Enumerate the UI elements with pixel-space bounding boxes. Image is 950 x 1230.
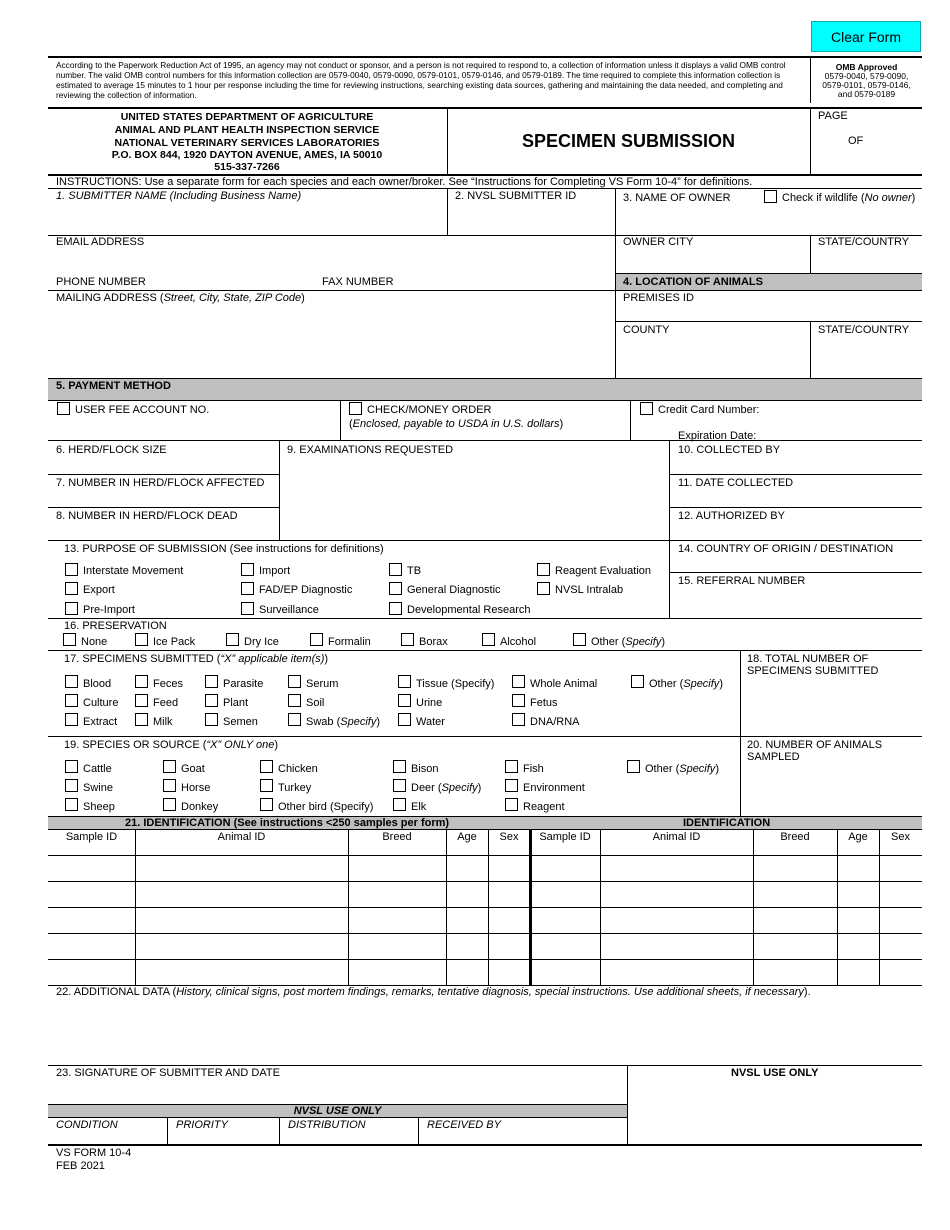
- preservation-option: Ice Pack: [153, 636, 196, 648]
- species-checkbox[interactable]: [65, 779, 78, 792]
- email-label: EMAIL ADDRESS: [56, 236, 145, 248]
- purpose-checkbox[interactable]: [537, 582, 550, 595]
- species-checkbox[interactable]: [163, 798, 176, 811]
- submitter-name-label: 1. SUBMITTER NAME (Including Business Name): [56, 190, 302, 202]
- species-option: Horse: [181, 782, 211, 794]
- column-header: Animal ID: [217, 831, 266, 843]
- authorized-by-label: 12. AUTHORIZED BY: [678, 510, 785, 522]
- specimen-checkbox[interactable]: [135, 675, 148, 688]
- specimen-checkbox[interactable]: [631, 675, 644, 688]
- specimen-checkbox[interactable]: [398, 675, 411, 688]
- specimen-checkbox[interactable]: [398, 713, 411, 726]
- specimen-option: Fetus: [530, 697, 558, 709]
- species-option: Reagent: [523, 801, 565, 813]
- species-option: Cattle: [83, 763, 112, 775]
- clear-form-button[interactable]: Clear Form: [811, 21, 921, 52]
- species-option: Goat: [181, 763, 205, 775]
- specimen-option: Plant: [223, 697, 249, 709]
- expiration-date-label: Expiration Date:: [678, 430, 757, 442]
- purpose-option: Surveillance: [259, 604, 319, 616]
- specimen-checkbox[interactable]: [65, 694, 78, 707]
- preservation-option: Alcohol: [500, 636, 537, 648]
- purpose-option: TB: [407, 565, 422, 577]
- specimen-checkbox[interactable]: [205, 675, 218, 688]
- credit-card-checkbox[interactable]: [640, 402, 653, 415]
- check-money-order-label: CHECK/MONEY ORDER: [367, 404, 492, 416]
- specimen-checkbox[interactable]: [65, 675, 78, 688]
- specimen-option: Parasite: [223, 678, 264, 690]
- purpose-checkbox[interactable]: [241, 563, 254, 576]
- specimen-option: Semen: [223, 716, 258, 728]
- preservation-option: Other (Specify): [591, 636, 665, 648]
- purpose-option: Reagent Evaluation: [555, 565, 652, 577]
- specimen-checkbox[interactable]: [288, 694, 301, 707]
- species-option: Bison: [411, 763, 439, 775]
- paperwork-notice: According to the Paperwork Reduction Act of 1995, an agency may not conduct or sponsor, and a person is not required to respond to, a collection of information unless it displays a valid OMB control number. The valid OMB control numbers for this information collection are 0579-0040, 0579-0090, 0579-0101, 0579-0146, and 0579-0189. The time required to complete this information collection is estimated to average 15 minutes to 1 hour per response including the time for reviewing instructions, searching existing data sources, gathering and maintaining the data needed, and completing and reviewing the collection of information.: [56, 60, 786, 100]
- preservation-checkbox[interactable]: [226, 633, 239, 646]
- identification-label-2: IDENTIFICATION: [683, 817, 771, 829]
- specimen-option: Blood: [83, 678, 112, 690]
- mailing-address-label: MAILING ADDRESS (Street, City, State, ZIP Code): [56, 292, 305, 304]
- specimen-checkbox[interactable]: [398, 694, 411, 707]
- premises-id-label: PREMISES ID: [623, 292, 694, 304]
- purpose-checkbox[interactable]: [65, 582, 78, 595]
- species-option: Other bird (Specify): [278, 801, 374, 813]
- species-checkbox[interactable]: [260, 779, 273, 792]
- nvsl-use-only-right: NVSL USE ONLY: [731, 1067, 819, 1079]
- total-specimens-label-2: SPECIMENS SUBMITTED: [747, 665, 879, 677]
- owner-city-label: OWNER CITY: [623, 236, 694, 248]
- form-title: SPECIMEN SUBMISSION: [521, 131, 736, 151]
- condition-label: CONDITION: [56, 1119, 118, 1131]
- herd-affected-label: 7. NUMBER IN HERD/FLOCK AFFECTED: [56, 477, 265, 489]
- location-state-country-label: STATE/COUNTRY: [818, 324, 910, 336]
- specimen-checkbox[interactable]: [512, 694, 525, 707]
- purpose-option: NVSL Intralab: [555, 584, 624, 596]
- species-option: Other (Specify): [645, 763, 719, 775]
- specimen-checkbox[interactable]: [135, 694, 148, 707]
- purpose-checkbox[interactable]: [389, 602, 402, 615]
- specimen-option: Urine: [416, 697, 443, 709]
- page-label: PAGE: [818, 110, 848, 122]
- purpose-label: 13. PURPOSE OF SUBMISSION (See instructions for definitions): [64, 543, 384, 555]
- referral-number-label: 15. REFERRAL NUMBER: [678, 575, 806, 587]
- omb-title: OMB Approved: [835, 62, 898, 72]
- agency-line2: ANIMAL AND PLANT HEALTH INSPECTION SERVICE: [114, 124, 380, 136]
- preservation-checkbox[interactable]: [573, 633, 586, 646]
- specimen-option: Extract: [83, 716, 118, 728]
- species-checkbox[interactable]: [260, 798, 273, 811]
- species-option: Deer (Specify): [411, 782, 482, 794]
- specimen-checkbox[interactable]: [135, 713, 148, 726]
- column-header: Sex: [891, 831, 910, 843]
- agency-line3: NATIONAL VETERINARY SERVICES LABORATORIES: [114, 137, 380, 149]
- specimen-option: Feed: [153, 697, 179, 709]
- wildlife-label: Check if wildlife (No owner): [782, 192, 916, 204]
- species-option: Chicken: [278, 763, 318, 775]
- check-money-order-checkbox[interactable]: [349, 402, 362, 415]
- specimen-option: Culture: [83, 697, 119, 709]
- specimen-checkbox[interactable]: [512, 675, 525, 688]
- form-number: VS FORM 10-4: [56, 1147, 132, 1159]
- specimens-label: 17. SPECIMENS SUBMITTED (“X” applicable item(s)): [64, 653, 329, 665]
- species-checkbox[interactable]: [393, 760, 406, 773]
- agency-line4: P.O. BOX 844, 1920 DAYTON AVENUE, AMES, IA 50010: [111, 149, 383, 161]
- signature-label: 23. SIGNATURE OF SUBMITTER AND DATE: [56, 1067, 280, 1079]
- omb-line1: 0579-0040, 579-0090,: [824, 71, 909, 81]
- preservation-option: Borax: [419, 636, 448, 648]
- instructions: INSTRUCTIONS: Use a separate form for each species and each owner/broker. See “Instructions for Completing VS Form 10-4” for definitions.: [56, 176, 753, 188]
- agency-line1: UNITED STATES DEPARTMENT OF AGRICULTURE: [120, 111, 374, 123]
- specimen-checkbox[interactable]: [512, 713, 525, 726]
- specimen-option: Feces: [153, 678, 183, 690]
- phone-label: PHONE NUMBER: [56, 276, 146, 288]
- species-checkbox[interactable]: [163, 760, 176, 773]
- form-date: FEB 2021: [56, 1160, 105, 1172]
- purpose-checkbox[interactable]: [65, 563, 78, 576]
- total-specimens-label: 18. TOTAL NUMBER OF: [747, 653, 869, 665]
- nvsl-submitter-id-label: 2. NVSL SUBMITTER ID: [455, 190, 577, 202]
- credit-card-label: Credit Card Number:: [658, 404, 760, 416]
- column-header: Sample ID: [65, 831, 118, 843]
- nvsl-use-only-bar: NVSL USE ONLY: [293, 1105, 382, 1117]
- preservation-option: None: [81, 636, 108, 648]
- species-checkbox[interactable]: [163, 779, 176, 792]
- distribution-label: DISTRIBUTION: [288, 1119, 366, 1131]
- specimen-option: DNA/RNA: [530, 716, 580, 728]
- purpose-option: Import: [259, 565, 291, 577]
- purpose-checkbox[interactable]: [241, 602, 254, 615]
- preservation-option: Formalin: [328, 636, 371, 648]
- examinations-requested-label: 9. EXAMINATIONS REQUESTED: [287, 444, 454, 456]
- species-checkbox[interactable]: [393, 798, 406, 811]
- specimen-option: Whole Animal: [530, 678, 598, 690]
- purpose-option: Interstate Movement: [83, 565, 184, 577]
- owner-state-country-label: STATE/COUNTRY: [818, 236, 910, 248]
- column-header: Sex: [499, 831, 519, 843]
- column-header: Breed: [780, 831, 810, 843]
- country-label: 14. COUNTRY OF ORIGIN / DESTINATION: [678, 543, 894, 555]
- purpose-option: Pre-Import: [83, 604, 135, 616]
- species-option: Environment: [523, 782, 585, 794]
- specimen-checkbox[interactable]: [288, 675, 301, 688]
- purpose-option: FAD/EP Diagnostic: [259, 584, 353, 596]
- specimen-option: Water: [416, 716, 445, 728]
- preservation-checkbox[interactable]: [63, 633, 76, 646]
- species-checkbox[interactable]: [65, 760, 78, 773]
- specimen-checkbox[interactable]: [205, 713, 218, 726]
- specimen-option: Swab (Specify): [306, 716, 380, 728]
- species-option: Elk: [411, 801, 427, 813]
- species-checkbox[interactable]: [505, 779, 518, 792]
- purpose-checkbox[interactable]: [389, 563, 402, 576]
- check-note: (Enclosed, payable to USDA in U.S. dollars): [349, 418, 564, 430]
- identification-label: 21. IDENTIFICATION (See instructions <250 samples per form): [125, 817, 450, 829]
- herd-dead-label: 8. NUMBER IN HERD/FLOCK DEAD: [56, 510, 238, 522]
- payment-method-label: 5. PAYMENT METHOD: [56, 380, 171, 392]
- species-label: 19. SPECIES OR SOURCE (“X” ONLY one): [64, 739, 278, 751]
- species-option: Fish: [523, 763, 544, 775]
- user-fee-label: USER FEE ACCOUNT NO.: [75, 404, 210, 416]
- species-checkbox[interactable]: [260, 760, 273, 773]
- specimen-option: Other (Specify): [649, 678, 723, 690]
- column-header: Animal ID: [652, 831, 701, 843]
- preservation-label: 16. PRESERVATION: [64, 620, 167, 632]
- user-fee-checkbox[interactable]: [57, 402, 70, 415]
- omb-line3: and 0579-0189: [837, 89, 896, 99]
- species-checkbox[interactable]: [393, 779, 406, 792]
- received-by-label: RECEIVED BY: [427, 1119, 501, 1131]
- collected-by-label: 10. COLLECTED BY: [678, 444, 781, 456]
- preservation-checkbox[interactable]: [401, 633, 414, 646]
- species-checkbox[interactable]: [627, 760, 640, 773]
- specimen-option: Serum: [306, 678, 339, 690]
- priority-label: PRIORITY: [176, 1119, 228, 1131]
- column-header: Sample ID: [539, 831, 591, 843]
- specimen-checkbox[interactable]: [65, 713, 78, 726]
- species-checkbox[interactable]: [505, 798, 518, 811]
- specimen-checkbox[interactable]: [205, 694, 218, 707]
- species-option: Donkey: [181, 801, 219, 813]
- preservation-checkbox[interactable]: [482, 633, 495, 646]
- column-header: Age: [848, 831, 868, 843]
- purpose-option: Developmental Research: [407, 604, 531, 616]
- species-checkbox[interactable]: [505, 760, 518, 773]
- purpose-checkbox[interactable]: [241, 582, 254, 595]
- wildlife-checkbox[interactable]: [764, 190, 777, 203]
- preservation-option: Dry Ice: [244, 636, 279, 648]
- agency-line5: 515-337-7266: [214, 161, 280, 173]
- specimen-option: Soil: [306, 697, 325, 709]
- animals-sampled-label-2: SAMPLED: [747, 751, 800, 763]
- of-label: OF: [848, 135, 864, 147]
- fax-label: FAX NUMBER: [322, 276, 394, 288]
- location-of-animals-label: 4. LOCATION OF ANIMALS: [623, 276, 763, 288]
- column-header: Breed: [382, 831, 412, 843]
- additional-data-label: 22. ADDITIONAL DATA (History, clinical signs, post mortem findings, remarks, tentative diagnosis, special instructions. Use additional sheets, if necessary).: [56, 986, 811, 998]
- preservation-checkbox[interactable]: [135, 633, 148, 646]
- purpose-option: General Diagnostic: [407, 584, 501, 596]
- preservation-checkbox[interactable]: [310, 633, 323, 646]
- purpose-checkbox[interactable]: [389, 582, 402, 595]
- species-option: Swine: [83, 782, 113, 794]
- owner-name-label: 3. NAME OF OWNER: [623, 192, 731, 204]
- purpose-option: Export: [83, 584, 115, 596]
- species-checkbox[interactable]: [65, 798, 78, 811]
- county-label: COUNTY: [623, 324, 670, 336]
- purpose-checkbox[interactable]: [537, 563, 550, 576]
- species-option: Sheep: [83, 801, 115, 813]
- animals-sampled-label: 20. NUMBER OF ANIMALS: [747, 739, 883, 751]
- species-option: Turkey: [278, 782, 312, 794]
- specimen-checkbox[interactable]: [288, 713, 301, 726]
- column-header: Age: [457, 831, 477, 843]
- date-collected-label: 11. DATE COLLECTED: [678, 477, 794, 489]
- omb-line2: 0579-0101, 0579-0146,: [822, 80, 911, 90]
- specimen-option: Milk: [153, 716, 173, 728]
- herd-size-label: 6. HERD/FLOCK SIZE: [56, 444, 167, 456]
- purpose-checkbox[interactable]: [65, 602, 78, 615]
- specimen-option: Tissue (Specify): [416, 678, 495, 690]
